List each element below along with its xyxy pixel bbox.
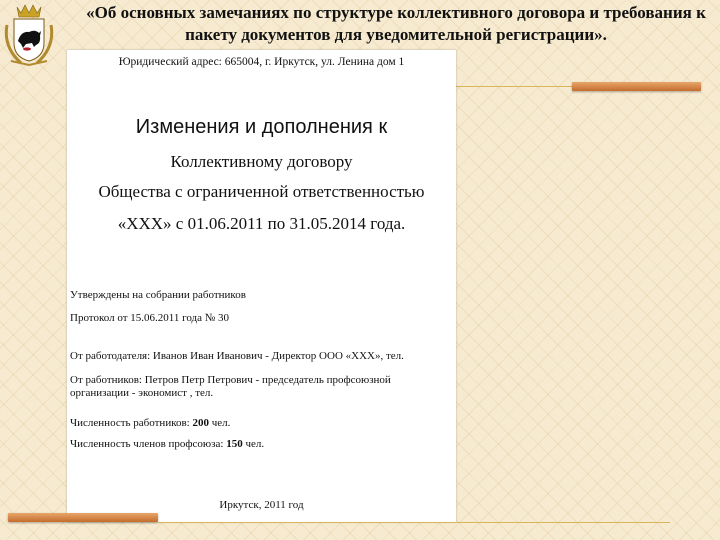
- document-heading-2: Коллективному договору: [170, 152, 353, 171]
- employer-line: От работодателя: Иванов Иван Иванович - Директор ООО «ХХХ», тел.: [70, 350, 404, 362]
- decorative-line-top: [456, 86, 572, 87]
- document-page: [67, 50, 456, 522]
- approved-line: Утверждены на собрании работников: [70, 289, 246, 301]
- union-count-line: [70, 438, 450, 451]
- irkutsk-coat-of-arms-icon: [3, 3, 55, 67]
- staff-count-unit: чел.: [211, 417, 231, 429]
- document-heading-3: Общества с ограниченной ответственностью: [98, 182, 425, 201]
- document-heading-1: Изменения и дополнения к: [135, 116, 388, 138]
- workers-line-2: организации - экономист , тел.: [70, 387, 214, 399]
- staff-count-label: Численность работников:: [70, 417, 190, 429]
- staff-count-line: [70, 417, 450, 430]
- document-heading-4: «ХХХ» с 01.06.2011 по 31.05.2014 года.: [117, 214, 406, 233]
- union-count-unit: чел.: [245, 438, 265, 450]
- union-count-label: Численность членов профсоюза:: [70, 438, 224, 450]
- document-address: Юридический адрес: 665004, г. Иркутск, ул. Ленина дом 1: [118, 56, 405, 68]
- slide-title: «Об основных замечаниях по структуре коллективного договора и требования к пакету документов для уведомительной регистрации».: [86, 3, 706, 44]
- decorative-line-bottom: [158, 522, 670, 523]
- workers-line-1: От работников: Петров Петр Петрович - председатель профсоюзной: [70, 374, 391, 386]
- staff-count-value: 200: [192, 417, 209, 429]
- accent-bar-right: [572, 82, 701, 91]
- protocol-line: Протокол от 15.06.2011 года № 30: [70, 312, 229, 324]
- accent-bar-left: [8, 513, 158, 522]
- document-footer: Иркутск, 2011 год: [219, 499, 304, 511]
- union-count-value: 150: [226, 438, 243, 450]
